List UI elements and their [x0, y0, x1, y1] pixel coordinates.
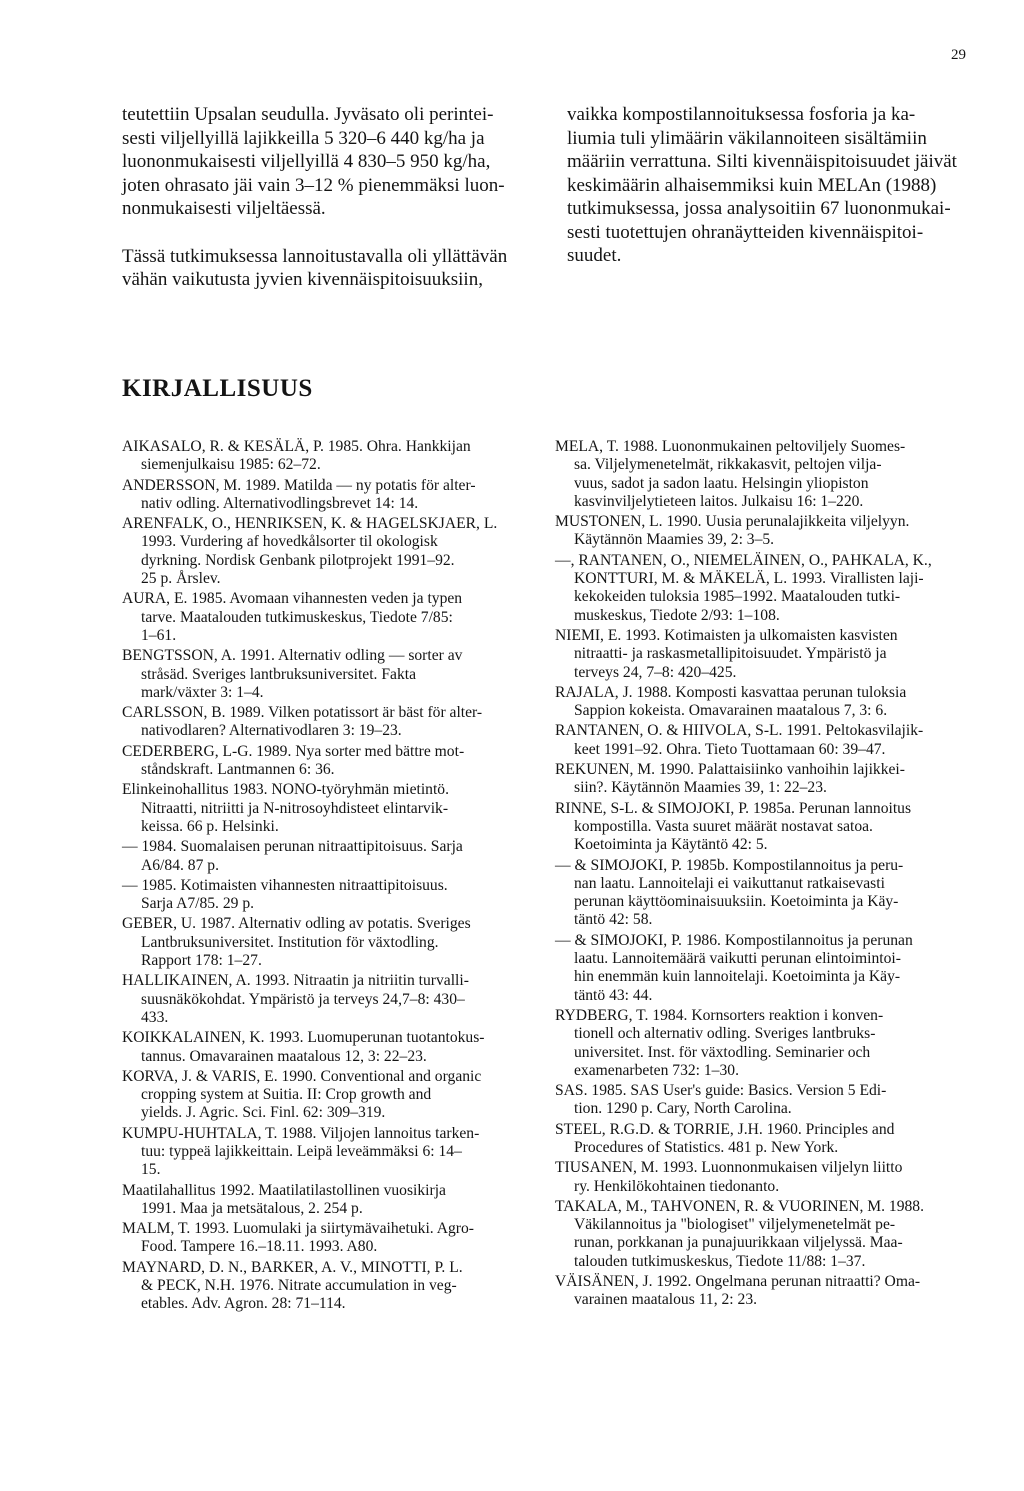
reference-entry: [122, 477, 532, 514]
reference-entry: [555, 1198, 975, 1271]
reference-line: SAS. 1985. SAS User's guide: Basics. Version 5 Edi-: [555, 1082, 887, 1100]
body-paragraph: [567, 103, 979, 268]
reference-entry: [122, 704, 532, 741]
text-line: määriin verrattuna. Silti kivennäispitoisuudet jäivät: [567, 151, 957, 172]
reference-line: suusnäkökohdat. Ympäristö ja terveys 24,7–8: 430–: [141, 990, 465, 1008]
reference-line: sa. Viljelymenetelmät, rikkakasvit, peltojen vilja-: [574, 456, 882, 474]
reference-line: kompostilla. Vasta suuret määrät nostavat satoa.: [574, 817, 873, 835]
reference-line: TIUSANEN, M. 1993. Luonnonmukaisen viljelyn liitto: [555, 1159, 903, 1177]
reference-line: CEDERBERG, L-G. 1989. Nya sorter med bättre mot-: [122, 742, 465, 760]
reference-entry: [555, 513, 975, 550]
reference-entry: [122, 877, 532, 914]
text-line: sesti tuotettujen ohranäytteiden kivennäispitoi-: [567, 221, 924, 243]
reference-line: terveys 24, 7–8: 420–425.: [574, 663, 737, 681]
reference-line: CARLSSON, B. 1989. Vilken potatissort är bäst för alter-: [122, 704, 483, 722]
reference-line: nativodlaren? Alternativodlaren 3: 19–23.: [141, 722, 402, 740]
reference-line: yields. J. Agric. Sci. Finl. 62: 309–319.: [141, 1104, 386, 1122]
reference-entry: [122, 1125, 532, 1180]
reference-entry: [122, 972, 532, 1027]
reference-entry: [122, 1220, 532, 1257]
reference-line: Käytännön Maamies 39, 2: 3–5.: [574, 531, 775, 549]
reference-line: HALLIKAINEN, A. 1993. Nitraatin ja nitriitin turvalli-: [122, 972, 469, 990]
reference-line: ARENFALK, O., HENRIKSEN, K. & HAGELSKJAER, L.: [122, 515, 498, 533]
reference-entry: [122, 781, 532, 836]
reference-line: RYDBERG, T. 1984. Kornsorters reaktion i konven-: [555, 1006, 884, 1024]
reference-line: siin?. Käytännön Maamies 39, 1: 22–23.: [574, 779, 827, 797]
reference-line: tion. 1290 p. Cary, North Carolina.: [574, 1100, 792, 1118]
reference-line: vuus, sadot ja sadon laatu. Helsingin yliopiston: [574, 474, 869, 492]
reference-line: & PECK, N.H. 1976. Nitrate accumulation in veg-: [141, 1277, 457, 1295]
body-paragraph: [122, 103, 534, 221]
reference-line: Maatilahallitus 1992. Maatilatilastollinen vuosikirja: [122, 1181, 446, 1199]
reference-line: AIKASALO, R. & KESÄLÄ, P. 1985. Ohra. Hankkijan: [122, 438, 471, 455]
text-line: Tässä tutkimuksessa lannoitustavalla oli yllättävän: [122, 245, 508, 267]
reference-line: ståndskraft. Lantmannen 6: 36.: [141, 761, 335, 779]
text-line: liumia tuli ylimäärin väkilannoiteen sisältämiin: [567, 127, 927, 149]
text-line: vähän vaikutusta jyvien kivennäispitoisuuksiin,: [122, 269, 483, 290]
reference-line: KOIKKALAINEN, K. 1993. Luomuperunan tuotantokus-: [122, 1029, 485, 1047]
text-line: luononmukaisesti viljellyillä 4 830–5 950 kg/ha,: [122, 151, 491, 172]
page-number: 29: [951, 47, 966, 63]
reference-line: 1–61.: [141, 626, 177, 644]
reference-line: nan laatu. Lannoitelaji ei vaikuttanut ratkaisevasti: [574, 874, 885, 892]
reference-line: stråsäd. Sveriges lantbruksuniversitet. Fakta: [141, 665, 416, 683]
reference-line: RAJALA, J. 1988. Komposti kasvattaa perunan tuloksia: [555, 683, 907, 701]
reference-line: Sarja A7/85. 29 p.: [141, 895, 255, 913]
reference-line: NIEMI, E. 1993. Kotimaisten ja ulkomaisten kasvisten: [555, 626, 898, 644]
body-paragraph: [122, 245, 534, 292]
reference-line: tannus. Omavarainen maatalous 12, 3: 22–23.: [141, 1047, 427, 1065]
references-right-column: [555, 438, 975, 1312]
intro-text-right-column: [567, 103, 979, 268]
reference-entry: [555, 1007, 975, 1080]
text-line: nonmukaisesti viljeltäessä.: [122, 198, 326, 219]
reference-line: siemenjulkaisu 1985: 62–72.: [141, 456, 321, 474]
references-left-column: [122, 438, 532, 1316]
reference-entry: [555, 552, 975, 625]
reference-entry: [555, 438, 975, 511]
reference-entry: [122, 1259, 532, 1314]
text-line: sesti viljellyillä lajikkeilla 5 320–6 440 kg/ha ja: [122, 127, 485, 149]
reference-line: tionell och alternativ odling. Sveriges lantbruks-: [574, 1025, 876, 1043]
reference-line: MAYNARD, D. N., BARKER, A. V., MINOTTI, P. L.: [122, 1258, 463, 1276]
reference-line: Väkilannoitus ja "biologiset" viljelymenetelmät pe-: [574, 1216, 896, 1234]
reference-entry: [122, 1182, 532, 1219]
reference-line: perunan käyttöominaisuuksiin. Koetoiminta ja Käy-: [574, 893, 899, 911]
reference-entry: [122, 590, 532, 645]
reference-line: GEBER, U. 1987. Alternativ odling av potatis. Sveriges: [122, 915, 471, 933]
reference-line: ANDERSSON, M. 1989. Matilda — ny potatis för alter-: [122, 476, 476, 494]
text-line: teutettiin Upsalan seudulla. Jyväsato oli perintei-: [122, 104, 494, 125]
reference-line: Food. Tampere 16.–18.11. 1993. A80.: [141, 1238, 378, 1256]
reference-entry: [122, 838, 532, 875]
reference-line: nitraatti- ja raskasmetallipitoisuudet. Ympäristö ja: [574, 645, 887, 663]
reference-line: — & SIMOJOKI, P. 1985b. Kompostilannoitus ja peru-: [555, 856, 904, 874]
reference-entry: [122, 743, 532, 780]
reference-line: KUMPU-HUHTALA, T. 1988. Viljojen lannoitus tarken-: [122, 1124, 480, 1142]
reference-line: 1993. Vurdering af hovedkålsorter til okologisk: [141, 533, 438, 551]
reference-line: Nitraatti, nitriitti ja N-nitrosoyhdisteet elintarvik-: [141, 799, 449, 817]
reference-line: RANTANEN, O. & HIIVOLA, S-L. 1991. Peltokasvilajik-: [555, 722, 924, 740]
reference-entry: [122, 438, 532, 475]
reference-line: VÄISÄNEN, J. 1992. Ongelmana perunan nitraatti? Oma-: [555, 1273, 921, 1291]
reference-line: 25 p. Årslev.: [141, 570, 221, 588]
reference-line: TAKALA, M., TAHVONEN, R. & VUORINEN, M. 1988.: [555, 1197, 925, 1215]
reference-entry: [122, 647, 532, 702]
reference-line: Sappion kokeista. Omavarainen maatalous 7, 3: 6.: [574, 702, 888, 720]
reference-line: Procedures of Statistics. 481 p. New York.: [574, 1138, 839, 1156]
reference-entry: [555, 857, 975, 930]
reference-line: keissa. 66 p. Helsinki.: [141, 817, 279, 835]
reference-entry: [555, 761, 975, 798]
reference-line: Elinkeinohallitus 1983. NONO-työryhmän mietintö.: [122, 781, 449, 799]
reference-line: hin enemmän kuin lannoitelaji. Koetoiminta ja Käy-: [574, 968, 901, 986]
reference-line: dyrkning. Nordisk Genbank pilotprojekt 1991–92.: [141, 551, 455, 569]
reference-line: MALM, T. 1993. Luomulaki ja siirtymävaihetuki. Agro-: [122, 1220, 474, 1238]
reference-line: AURA, E. 1985. Avomaan vihannesten veden ja typen: [122, 590, 463, 608]
reference-line: STEEL, R.G.D. & TORRIE, J.H. 1960. Principles and: [555, 1120, 895, 1138]
reference-line: REKUNEN, M. 1990. Palattaisiinko vanhoihin lajikkei-: [555, 761, 905, 779]
reference-line: talouden tutkimuskeskus, Tiedote 11/88: 1–37.: [574, 1252, 866, 1270]
reference-line: runan, porkkanan ja punajuurikkaan viljelyssä. Maa-: [574, 1234, 903, 1252]
reference-line: RINNE, S-L. & SIMOJOKI, P. 1985a. Perunan lannoitus: [555, 799, 912, 817]
reference-line: examenarbeten 732: 1–30.: [574, 1061, 739, 1079]
reference-entry: [555, 800, 975, 855]
reference-line: 1991. Maa ja metsätalous, 2. 254 p.: [141, 1199, 363, 1217]
reference-entry: [555, 1082, 975, 1119]
reference-line: tarve. Maatalouden tutkimuskeskus, Tiedote 7/85:: [141, 608, 453, 626]
reference-line: täntö 42: 58.: [574, 911, 653, 929]
text-line: keskimäärin alhaisemmiksi kuin MELAn (1988): [567, 174, 937, 196]
reference-line: Koetoiminta ja Käytäntö 42: 5.: [574, 836, 768, 854]
reference-entry: [555, 684, 975, 721]
reference-line: ry. Henkilökohtainen tiedonanto.: [574, 1177, 780, 1195]
reference-entry: [122, 515, 532, 588]
reference-entry: [555, 1273, 975, 1310]
reference-line: Lantbruksuniversitet. Institution för växtodling.: [141, 933, 439, 951]
reference-line: 433.: [141, 1008, 169, 1026]
reference-line: tuu: typpeä lajikkeittain. Leipä leveämmäksi 6: 14–: [141, 1142, 462, 1160]
reference-entry: [555, 932, 975, 1005]
reference-line: MUSTONEN, L. 1990. Uusia perunalajikkeita viljelyyn.: [555, 513, 910, 531]
reference-entry: [555, 722, 975, 759]
reference-line: MELA, T. 1988. Luononmukainen peltoviljely Suomes-: [555, 438, 906, 455]
reference-line: cropping system at Suitia. II: Crop growth and: [141, 1086, 432, 1104]
text-line: joten ohrasato jäi vain 3–12 % pienemmäksi luon-: [122, 174, 505, 196]
reference-line: KORVA, J. & VARIS, E. 1990. Conventional and organic: [122, 1067, 482, 1085]
reference-entry: [555, 627, 975, 682]
section-heading: KIRJALLISUUS: [122, 375, 313, 402]
reference-entry: [122, 1029, 532, 1066]
text-line: vaikka kompostilannoituksessa fosforia ja ka-: [567, 104, 916, 125]
reference-line: täntö 43: 44.: [574, 986, 653, 1004]
reference-line: — & SIMOJOKI, P. 1986. Kompostilannoitus ja perunan: [555, 931, 913, 949]
reference-line: A6/84. 87 p.: [141, 856, 219, 874]
reference-line: nativ odling. Alternativodlingsbrevet 14: 14.: [141, 494, 419, 512]
reference-line: etables. Adv. Agron. 28: 71–114.: [141, 1295, 346, 1313]
intro-text-left-column: [122, 103, 534, 292]
reference-line: 15.: [141, 1161, 161, 1179]
reference-entry: [122, 1068, 532, 1123]
reference-line: kekokeiden tuloksia 1985–1992. Maatalouden tutki-: [574, 588, 901, 606]
reference-entry: [555, 1121, 975, 1158]
text-line: tutkimuksessa, jossa analysoitiin 67 luononmukai-: [567, 198, 951, 219]
reference-line: Rapport 178: 1–27.: [141, 952, 262, 970]
reference-line: KONTTURI, M. & MÄKELÄ, L. 1993. Virallisten laji-: [574, 570, 924, 588]
reference-line: varainen maatalous 11, 2: 23.: [574, 1291, 758, 1309]
reference-line: — 1985. Kotimaisten vihannesten nitraattipitoisuus.: [122, 876, 448, 894]
reference-entry: [555, 1159, 975, 1196]
reference-line: muskeskus, Tiedote 2/93: 1–108.: [574, 606, 780, 624]
reference-line: —, RANTANEN, O., NIEMELÄINEN, O., PAHKALA, K.,: [555, 551, 932, 569]
reference-line: keet 1991–92. Ohra. Tieto Tuottamaan 60: 39–47.: [574, 740, 886, 758]
reference-line: BENGTSSON, A. 1991. Alternativ odling — sorter av: [122, 647, 463, 665]
reference-line: — 1984. Suomalaisen perunan nitraattipitoisuus. Sarja: [122, 838, 463, 856]
reference-line: mark/växter 3: 1–4.: [141, 683, 264, 701]
reference-line: kasvinviljelytieteen laitos. Julkaisu 16: 1–220.: [574, 492, 864, 510]
reference-entry: [122, 915, 532, 970]
text-line: suudet.: [567, 245, 622, 266]
reference-line: universitet. Inst. för växtodling. Seminarier och: [574, 1043, 871, 1061]
reference-line: laatu. Lannoitemäärä vaikutti perunan elintoimintoi-: [574, 950, 901, 968]
